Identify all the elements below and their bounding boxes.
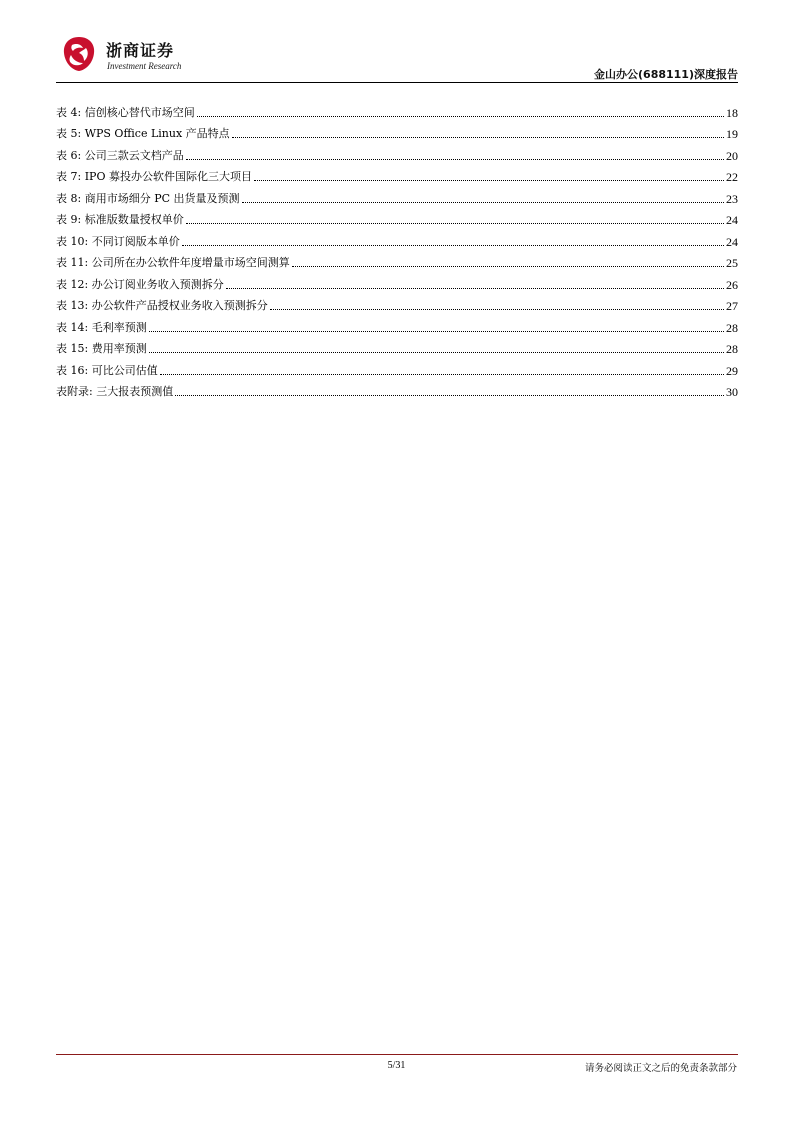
footer-divider [56,1054,738,1055]
toc-leader-dots [254,179,724,181]
toc-leader-dots [175,394,724,396]
toc-leader-dots [182,244,724,246]
toc-entry-label: 表 15: 费用率预测 [56,342,147,355]
toc-entry-label: 表 10: 不同订阅版本单价 [56,234,180,248]
toc-entry-page: 22 [726,170,738,184]
toc-entry-label: 表 4: 信创核心替代市场空间 [56,105,195,119]
toc-leader-dots [160,373,724,375]
toc-leader-dots [186,222,724,224]
toc-entry-label: 表 6: 公司三款云文档产品 [56,148,184,162]
toc-leader-dots [232,136,724,138]
toc-leader-dots [242,201,724,203]
toc-entry[interactable] [56,270,738,292]
toc-entry-page: 25 [726,256,738,270]
toc-entry[interactable] [56,378,738,400]
disclaimer-note: 请务必阅读正文之后的免责条款部分 [584,1063,737,1074]
toc-entry-label: 表 5: WPS Office Linux 产品特点 [56,127,230,140]
toc-leader-dots [292,265,724,267]
toc-entry[interactable] [56,292,738,314]
toc-leader-dots [226,287,724,289]
toc-entry[interactable] [56,141,738,163]
toc-leader-dots [270,308,724,310]
toc-entry-label: 表 13: 办公软件产品授权业务收入预测拆分 [56,299,268,312]
toc-entry-label: 表 16: 可比公司估值 [56,363,158,377]
page-header [56,30,738,82]
toc-leader-dots [186,158,724,160]
toc-entry-page: 30 [726,385,738,399]
toc-entry[interactable] [56,227,738,249]
toc-entry-label: 表 8: 商用市场细分 PC 出货量及预测 [56,191,240,205]
toc-entry[interactable] [56,98,738,120]
toc-entry-label: 表 7: IPO 募投办公软件国际化三大项目 [56,170,252,183]
toc-entry[interactable] [56,184,738,206]
toc-entry-page: 24 [726,213,738,227]
report-title: 金山办公(688111)深度报告 [594,68,738,81]
page-number: 5/31 [387,1060,406,1071]
toc-entry[interactable] [56,356,738,378]
toc-entry-page: 27 [726,299,738,313]
toc-entry-page: 23 [726,191,738,206]
toc-entry-page: 20 [726,148,738,163]
toc-entry[interactable] [56,313,738,335]
toc-entry-label: 表 14: 毛利率预测 [56,320,147,334]
table-of-contents [56,98,738,399]
toc-leader-dots [197,115,724,117]
toc-entry-page: 24 [726,234,738,249]
toc-entry-page: 28 [726,320,738,335]
toc-entry-label: 表 11: 公司所在办公软件年度增量市场空间测算 [56,256,290,269]
toc-entry-label: 表 12: 办公订阅业务收入预测拆分 [56,277,224,291]
toc-entry-page: 18 [726,105,738,120]
toc-leader-dots [149,351,724,353]
toc-entry[interactable] [56,335,738,357]
toc-entry-label: 表附录: 三大报表预测值 [56,385,174,398]
toc-entry[interactable] [56,249,738,271]
header-divider [56,82,738,83]
toc-entry-page: 19 [726,127,738,141]
toc-entry-page: 29 [726,363,738,378]
logo-chinese-name: 浙商证券 [106,41,175,60]
toc-entry[interactable] [56,163,738,185]
toc-entry[interactable] [56,120,738,142]
toc-entry[interactable] [56,206,738,228]
toc-entry-label: 表 9: 标准版数量授权单价 [56,213,184,226]
logo-english-name: Investment Research [107,61,182,71]
zheshang-logo-icon [62,36,96,72]
toc-entry-page: 28 [726,342,738,356]
toc-leader-dots [149,330,724,332]
toc-entry-page: 26 [726,277,738,292]
